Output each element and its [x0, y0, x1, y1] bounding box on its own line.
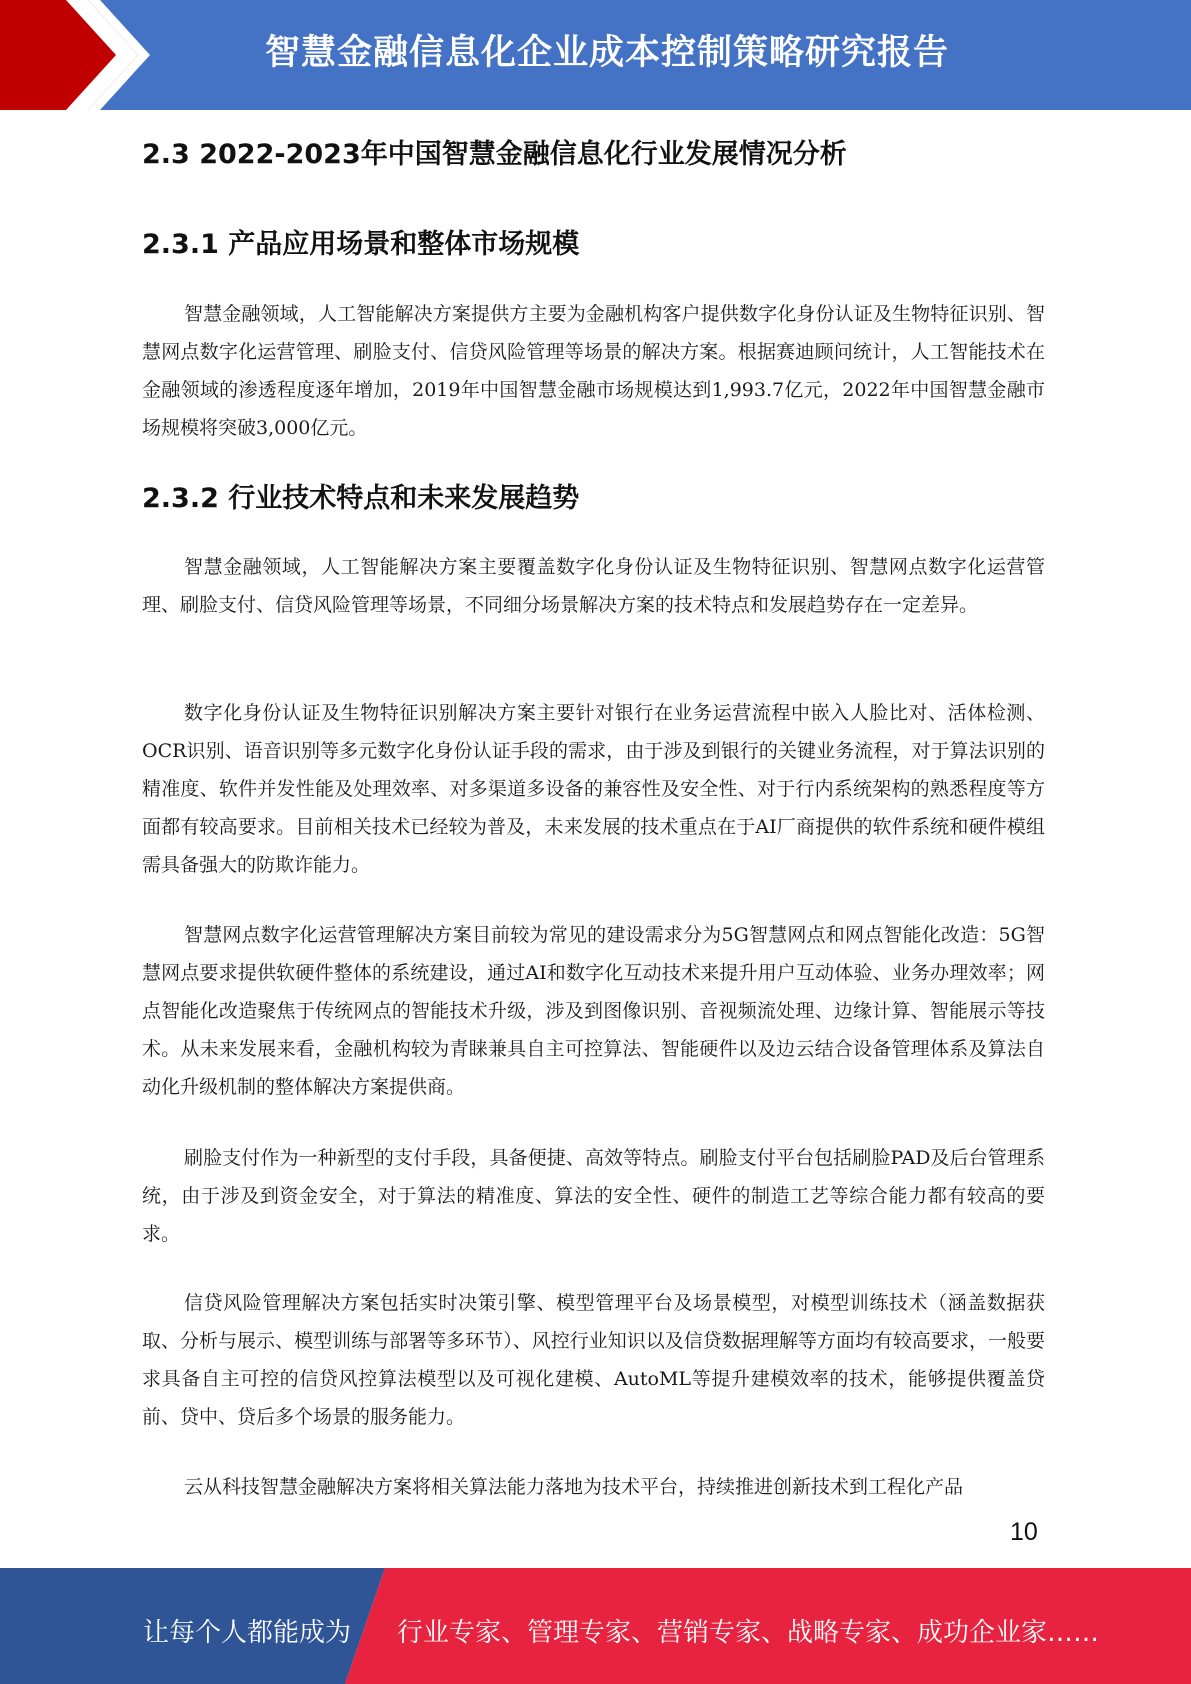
paragraph-face-payment: 刷脸支付作为一种新型的支付手段，具备便捷、高效等特点。刷脸支付平台包括刷脸PAD及后台管理系统，由于涉及到资金安全，对于算法的精准度、算法的安全性、硬件的制造工艺等综合能力都有较高的要求。	[142, 1147, 1045, 1245]
footer-slogan-right: 行业专家、管理专家、营销专家、战略专家、成功企业家……	[397, 1618, 1100, 1648]
report-title: 智慧金融信息化企业成本控制策略研究报告	[265, 33, 950, 73]
footer-slogan-left: 让每个人都能成为	[143, 1618, 352, 1648]
paragraph-tech-overview: 智慧金融领域，人工智能解决方案主要覆盖数字化身份认证及生物特征识别、智慧网点数字化运营管理、刷脸支付、信贷风险管理等场景，不同细分场景解决方案的技术特点和发展趋势存在一定差异。	[142, 556, 1045, 616]
subsection-heading-2-3-1: 2.3.1 产品应用场景和整体市场规模	[142, 229, 580, 260]
section-heading: 2.3 2022-2023年中国智慧金融信息化行业发展情况分析	[142, 139, 847, 170]
paragraph-market-size: 智慧金融领域，人工智能解决方案提供方主要为金融机构客户提供数字化身份认证及生物特征识别、智慧网点数字化运营管理、刷脸支付、信贷风险管理等场景的解决方案。根据赛迪顾问统计，人工智能技术在金融领域的渗透程度逐年增加，2019年中国智慧金融市场规模达到1,993.7亿元，2022年中国智慧金融市场规模将突破3,000亿元。	[142, 303, 1045, 439]
paragraph-smart-branch: 智慧网点数字化运营管理解决方案目前较为常见的建设需求分为5G智慧网点和网点智能化改造：5G智慧网点要求提供软硬件整体的系统建设，通过AI和数字化互动技术来提升用户互动体验、业务办理效率；网点智能化改造聚焦于传统网点的智能技术升级，涉及到图像识别、音视频流处理、边缘计算、智能展示等技术。从未来发展来看，金融机构较为青睐兼具自主可控算法、智能硬件以及边云结合设备管理体系及算法自动化升级机制的整体解决方案提供商。	[142, 924, 1045, 1098]
page-header	[0, 0, 1191, 110]
paragraph-cloudwalk: 云从科技智慧金融解决方案将相关算法能力落地为技术平台，持续推进创新技术到工程化产品	[184, 1476, 964, 1498]
subsection-heading-2-3-2: 2.3.2 行业技术特点和未来发展趋势	[142, 483, 580, 514]
paragraph-credit-risk: 信贷风险管理解决方案包括实时决策引擎、模型管理平台及场景模型，对模型训练技术（涵盖数据获取、分析与展示、模型训练与部署等多环节）、风控行业知识以及信贷数据理解等方面均有较高要求，一般要求具备自主可控的信贷风控算法模型以及可视化建模、AutoML等提升建模效率的技术，能够提供覆盖贷前、贷中、贷后多个场景的服务能力。	[142, 1292, 1045, 1428]
header-flag-decoration	[0, 0, 150, 110]
page-footer	[0, 1568, 1191, 1684]
page-number: 10	[1010, 1518, 1038, 1546]
paragraph-identity-auth: 数字化身份认证及生物特征识别解决方案主要针对银行在业务运营流程中嵌入人脸比对、活体检测、OCR识别、语音识别等多元数字化身份认证手段的需求，由于涉及到银行的关键业务流程，对于算法识别的精准度、软件并发性能及处理效率、对多渠道多设备的兼容性及安全性、对于行内系统架构的熟悉程度等方面都有较高要求。目前相关技术已经较为普及，未来发展的技术重点在于AI厂商提供的软件系统和硬件模组需具备强大的防欺诈能力。	[142, 702, 1045, 876]
